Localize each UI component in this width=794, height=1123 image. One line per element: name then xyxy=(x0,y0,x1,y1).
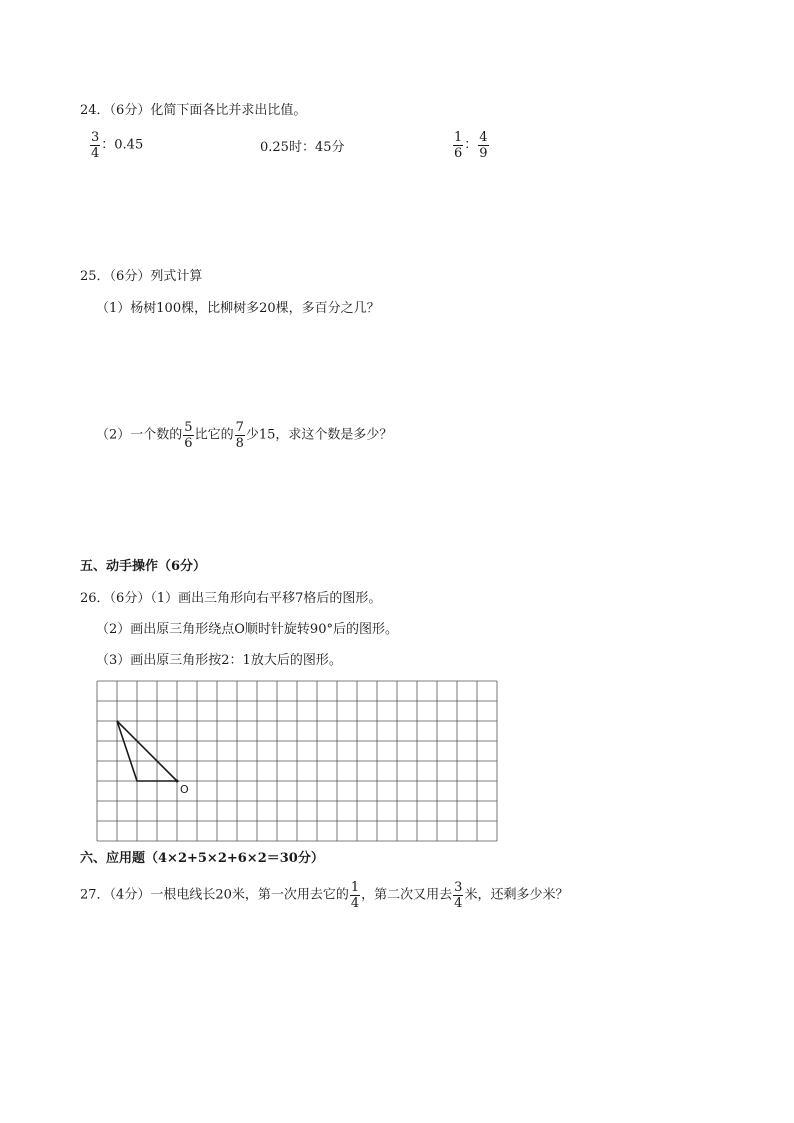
q27-question: 27．（4分）一根电线长20米，第一次用去它的 $\frac{1}{4}$ ，第二次又用去 $\frac{3}{4}$ 米，还剩多少米？ xyxy=(80,880,569,911)
fraction-7-8: $\frac{7}{8}$ xyxy=(235,420,244,451)
section-6-heading: 六、应用题（4×2+5×2+6×2＝30分） xyxy=(80,851,324,866)
fraction-1-6: $\frac{1}{6}$ xyxy=(454,130,463,161)
fraction-3-4-meters: $\frac{3}{4}$ xyxy=(454,880,463,911)
triangle-shape xyxy=(117,721,177,781)
fraction-1-4: $\frac{1}{4}$ xyxy=(350,880,360,911)
q24-stem: 24．（6分）化简下面各比并求出比值。 xyxy=(80,103,307,118)
q26-sub-3: （3）画出原三角形按2：1放大后的图形。 xyxy=(96,653,342,668)
point-o-marker xyxy=(176,780,179,783)
point-o-label: O xyxy=(180,783,189,796)
q25-sub-1: （1）杨树100棵，比柳树多20棵，多百分之几？ xyxy=(96,301,380,316)
q24-item-2: 0.25时：45分 xyxy=(260,140,345,155)
fraction-5-6: $\frac{5}{6}$ xyxy=(184,420,193,451)
q25-sub-2: （2）一个数的 $\frac{5}{6}$ 比它的 $\frac{7}{8}$ 少15，求这个数是多少？ xyxy=(96,420,393,451)
fraction-3-4: $\frac{3}{4}$ xyxy=(91,130,100,161)
q25-stem: 25．（6分）列式计算 xyxy=(80,269,203,284)
q24-item-3: $\frac{1}{6}$ ： $\frac{4}{9}$ xyxy=(454,130,488,161)
q26-sub-2: （2）画出原三角形绕点O顺时针旋转90°后的图形。 xyxy=(96,622,398,637)
q24-item-1: $\frac{3}{4}$ ：0.45 xyxy=(91,130,144,161)
drawing-grid[interactable] xyxy=(96,680,498,842)
section-5-heading: 五、动手操作（6分） xyxy=(80,559,207,574)
q26-stem: 26．（6分）（1）画出三角形向右平移7格后的图形。 xyxy=(80,591,382,606)
fraction-4-9: $\frac{4}{9}$ xyxy=(479,130,488,161)
